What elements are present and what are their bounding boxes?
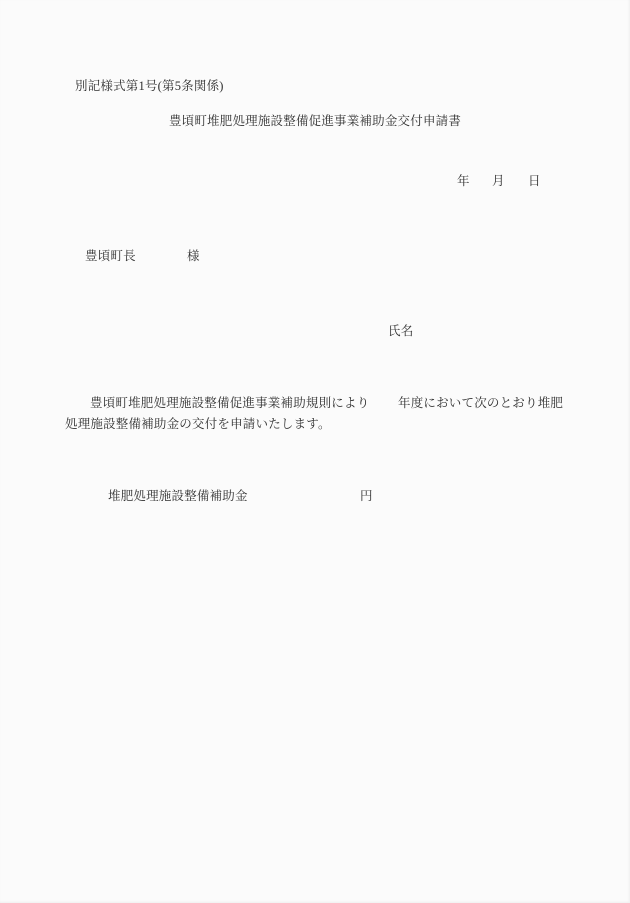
form-title: 豊頃町堆肥処理施設整備促進事業補助金交付申請書 — [168, 114, 462, 128]
date-day-label: 日 — [528, 174, 541, 188]
date-month-label: 月 — [492, 174, 505, 188]
date-year-label: 年 — [457, 174, 470, 188]
body-line1-before-blank: 豊頃町堆肥処理施設整備促進事業補助規則により — [90, 396, 370, 410]
subsidy-amount-unit: 円 — [360, 489, 373, 503]
name-field-label: 氏名 — [388, 324, 414, 338]
addressee-title: 豊頃町長 — [85, 249, 136, 263]
subsidy-amount-label: 堆肥処理施設整備補助金 — [108, 489, 248, 503]
form-number: 別記様式第1号(第5条関係) — [75, 79, 224, 93]
addressee-honorific: 様 — [187, 249, 200, 263]
body-line1-after-blank: 年度において次のとおり堆肥 — [398, 396, 564, 410]
body-line2: 処理施設整備補助金の交付を申請いたします。 — [65, 417, 331, 431]
